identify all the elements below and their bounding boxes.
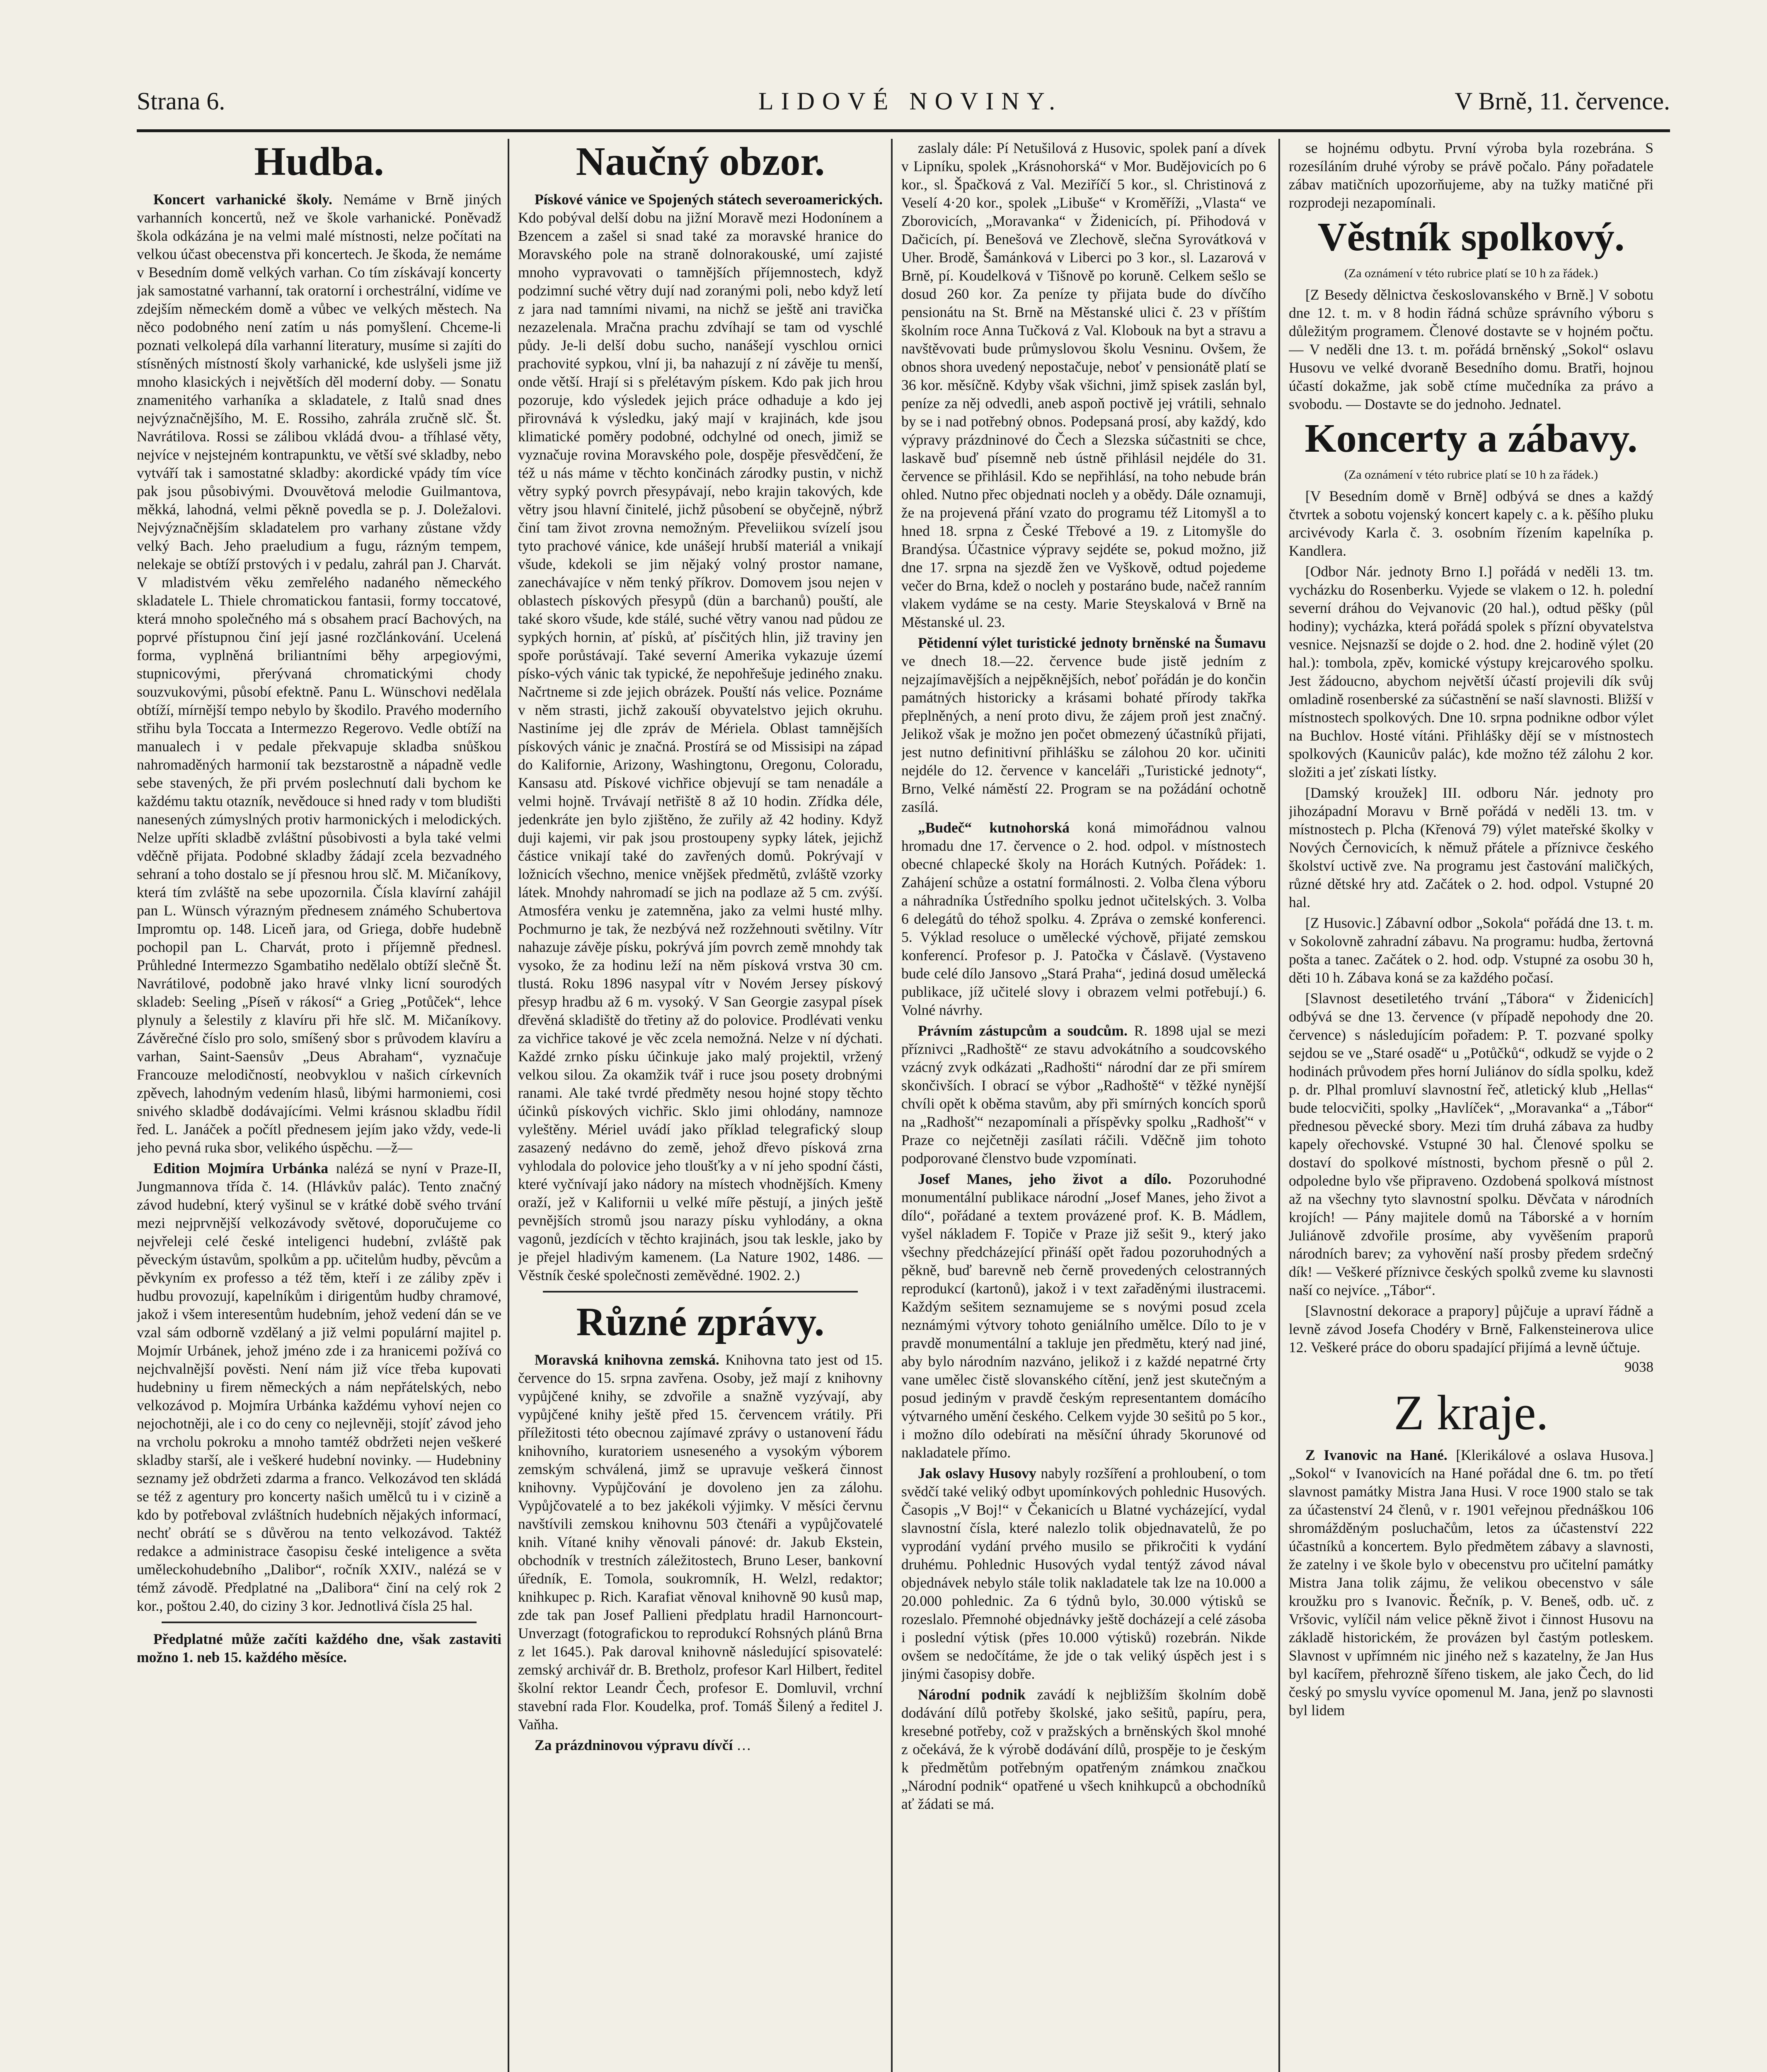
subscription-note-text: Předplatné může začíti každého dne, však zastaviti možno 1. neb 15. každého měsíce.	[137, 1631, 501, 1665]
column-divider	[1278, 139, 1280, 2072]
section-title-koncerty: Koncerty a zábavy.	[1305, 416, 1638, 461]
article-title-piskove-vanice: Pískové vánice ve Spojených státech severoamerických.	[535, 191, 883, 208]
notice-tabor: [Slavnost desetiletého trvání „Tábora“ v Židenicích] odbývá se dne 13. července (v případě nepohody dne 20. července) s následujícím pořadem: P. T. pozvané spolky sejdou se ve „Staré osadě“ u „Potůčků“, odkudž se vyjde o 2 hodinách průvodem přes horní Juliánov do sídla spolku, kdež p. dr. Plhal promluví slavnostní řeč, atletický klub „Hellas“ bude telocvičiti, spolky „Havlíček“, „Moravanka“ a „Tábor“ přednesou pěvecké sbory. Mezi tím druhá zábava za hudby kapely ořechovské. Vstupné 30 hal. Členové spolku se dostaví do spolkové místnosti, bychom přesně o půl 2. odpoledne bylo vše připraveno. Ozdobená spolková místnost až na všechny tyto slavnostní spolku. Děvčata v národních krojích! — Pány majitele domů na Táborské a v horním Juliánově zdvořile prosíme, aby vyvěšením praporů národních barev; za vyhovění naší prosby předem srdečný dík! — Veškeré příznivce českých spolků zveme ku slavnosti naší co nejvíce. „Tábor“.	[1289, 990, 1653, 1298]
article-title-vylet: Pětidenní výlet turistické jednoty brněnské na Šumavu	[918, 634, 1266, 651]
notice-dekorace: [Slavnostní dekorace a prapory] půjčuje a upraví řádně a levně závod Josefa Chodéry v Brně, Falkensteinerova ulice 12. Veškeré práce do oboru spadající přijímá a levně účtuje.	[1289, 1302, 1653, 1356]
article-text-prazdniny: zaslaly dále: Pí Netušilová z Husovic, spolek paní a dívek v Lipníku, spolek „Krásnohorská“ v Mor. Budějovicích po 6 kor., sl. Špačková z Val. Meziříčí 5 kor., sl. Christinová z Veselí 4·20 kor., spolek „Libuše“ v Kroměříži, „Vlasta“ ve Zborovicích, „Moravanka“ v Židenicích, pí. Přihodová v Dačicích, pí. Benešová ve Zlechově, slečna Syrovátková v Uher. Brodě, Šamánková v Liberci po 3 kor., sl. Lazarová v Brně, pí. Koudelková v Tišnově po koruně. Celkem sešlo se dosud 260 kor. Za peníze ty přijata bude do dívčího pensionátu na St. Brně na Městanské ulici č. 23 v příštím školním roce Anna Tučková z Val. Klobouk na byt a stravu a navštěvovati bude průmyslovou školu Vesninu. Ovšem, že obnos shora uvedený nepostačuje, neboť v pensionátě platí se 36 kor. měsíčně. Kdyby však všichni, jimž spisek zaslán byl, peníze za něj odvedli, aneb aspoň poctivě jej vrátili, sehnalo by se i nad potřebný obnos. Podepsaná prosí, aby každý, kdo výpravy prázdninové do Čech a Slezska súčastniti se chce, laskavě buď písemně neb ústně přihlásil nejdéle do 31. července se přihlásil. Kdo se nepřihlásí, na toho nebude brán ohled. Nutno přec objednati nocleh y a obědy. Dále oznamuji, že na projevená přání vzato do programu též Litomyšl a to hned 18. srpna z České Třebové a 19. z Litomyšle do Brandýsa. Účastnice výpravy sejdéte se, pokud možno, již dne 17. srpna na sjezdě žen ve Vyškově, odtud pojedeme večer do Brna, kdež o nocleh y postaráno bude, načež ranním vlakem vydáme se na cesty. Marie Steyskalová v Brně na Městanské ul. 23.	[901, 140, 1266, 630]
article-text-knihovna: Knihovna tato jest od 15. července do 15. srpna zavřena. Osoby, jež mají z knihovny vypůjčené knihy, se zdvořile a snažně vyzývají, aby vypůjčené knihy ještě před 15. červencem vrátily. Při příležitosti této obecnou zajímavé zprávy o ustanovení řádu knihovního, kuratoriem usneseného a vysokým výborem zemským schválená, jimž se upravuje veškerá činnost knihovny. Vypůjčování je dovoleno jen za zálohu. Vypůjčovatelé a to bez jakékoli výjimky. V měsíci červnu navštívili zemskou knihovnu 503 čtenáři a vypůjčovatelé knih. Vítané knihy věnovali pánové: dr. Jakub Ekstein, obchodník v trestních záležitostech, Bruno Leser, bankovní úředník, E. Tomola, soukromník, H. Welzl, redaktor; knihkupec p. Rich. Karafiat věnoval knihovně 90 kusů map, zde tak pan Josef Pallieni předplatu hradil Harnoncourt-Unverzagt (fotografickou to reprodukcí Rohsných plánů Brna z let 1645.). Pak daroval knihovně následující spisovatelé: zemský archivář dr. B. Bretholz, profesor Karl Hilbert, ředitel školní rektor Leandr Čech, profesor E. Domluvil, vrchní stavební rada Flor. Koudelka, prof. Tomáš Šilený a ředitel J. Vaňha.	[518, 1351, 883, 1733]
article-vylet	[901, 634, 1266, 816]
article-ivanovice	[1289, 1446, 1653, 1719]
article-text-odbyt: se hojnému odbytu. První výroba byla rozebrána. S rozesíláním druhé výroby se právě počalo. Pány pořadatele zábav matičních upozorňujeme, aby na tužky matičné při rozprodeji nezapomínali.	[1289, 140, 1653, 211]
column-2	[518, 139, 883, 2072]
article-title-prazdniny: Za prázdninovou výpravu dívčí	[535, 1737, 733, 1753]
masthead	[137, 83, 1670, 124]
article-pravni	[901, 1021, 1266, 1167]
article-text-koncert: Nemáme v Brně jiných varhanních koncertů, než ve škole varhanické. Poněvadž škola odkázána je na velmi malé místnosti, nelze počítati na velkou účast obecenstva při koncertech. Je škoda, že nemáme v Besedním domě velkých varhan. Co tím získávají koncerty jak samostatné varhanní, tak oratorní i orchestrální, vidíme ve zdejším německém domě a vůbec ve velkých městech. Na něco podobného není zatím u nás pomyšlení. Chceme-li poznati velkolepá díla varhanní literatury, musíme si zajíti do stísněných místností školy varhanické, kde uslyšeli jsme již mnoho klasických i největších děl moderní doby. — Sonatu znamenitého varhaníka a skladatele, z Italů snad dnes nejvýznačnějšího, M. E. Rossiho, zahrála zručně slč. Št. Navrátilova. Rossi se zálibou vkládá dvou- a tříhlasé věty, nejvíce v nejstejném kontrapunktu, ve větší své skladby, nebo vytváří tak i samostatné skladby: akordické vpády tím více pak jsou působivými. Dvouvětová melodie Guilmantova, měkká, lahodná, velmi pěkně povedla se p. J. Doležalovi. Nejvýznačnějším skladatelem pro varhany zůstane vždy velký Bach. Jeho praeludium a fugu, rázným tempem, nelekaje se obtíží prstových i v pedalu, zahrál pan J. Charvát. V mladistvém věku zemřelého nadaného německého skladatele L. Thiele chromatickou fantasii, formy toccatové, která mnoho společného má s obsahem prací Bachových, na poprvé přístupnou činí její jasné rozčlánkování. Ucelená forma, vyplněná briliantními běhy arpegiovými, stupnicovými, přerývaná chromatickými chody souzvukovými, působí efektně. Panu L. Wünschovi nedělala obtíží, mírnější tempo nebylo by škodilo. Pravého moderního střihu byla Toccata a Intermezzo Regerovo. Vedle obtíží na manualech i v pedale překvapuje skladba snůškou nahromaděných harmonií tak bezstarostně a nápadně vedle sebe stavených, že při prvém poslechnutí dali bychom ke každému taktu otazník, nevědouce si hned rady v tom bludišti nanesených zúmyslných protiv harmonických i melodických. Nelze upříti skladbě zvláštní působivosti a byla také velmi vděčně přijata. Podobné skladby žádají zcela bezvadného sehraní a toho dostalo se jí přesnou hrou slč. M. Mičaníkovy, která tím zvláště na sebe upozornila. Čísla klavírní zahájil pan L. Wünsch výrazným přednesem známého Schubertova Impromtu op. 148. Liceň jara, od Griega, dobře hudebně pochopil pan L. Charvát, proto i příjemně přednesl. Průhledné Intermezzo Sgambatiho nedělalo obtíží slečně Št. Navrátilové, podobně jako hravé vlnky licní sourodých skladeb: Seeling „Píseň v rákosí“ a Grieg „Potůček“, lehce plynuly a šelestily z klavíru při hře slč. M. Mičaníkovy. Závěrečné číslo pro solo, smíšený sbor s průvodem klavíru a varhan, Saint-Saensův „Deus Abraham“, vyznačuje Francouze melodičností, neobvyklou v našich církevních zpěvech, lahodným vedením hlasů, libými harmoniemi, cosi snivého skladbě dodávajícími. Velmi krásnou skladbu řídil řed. L. Janáček a počítl přednesem jejím jako vždy, vede-li jeho pevná ruka sbor, velikého úspěchu. —ž—	[137, 191, 501, 1156]
masthead-rule	[137, 129, 1670, 132]
column-4	[1289, 139, 1653, 2072]
article-title-ivanovice: Z Ivanovic na Hané.	[1305, 1447, 1447, 1463]
article-text-podnik: zavádí k nejbližším školním době dodávání dílů potřeby školské, jako sešitů, papíru, pera, kresebné potřeby, což v pražských a brněnských škol mnohé z očekává, že k výrobě dodávání dílů, prospěje to je českým k předmětům potřebným opatřeným známkou značkou „Národní podnik“ opatřené u všech knihkupců a obchodníků ať žádati se má.	[901, 1686, 1266, 1812]
article-text-pravni: R. 1898 ujal se mezi příznivci „Radhoště“ ze stavu advokátního a soudcovského vzácný zvyk odkázati „Radhošti“ národní dar ze při smírem skončivších. I obrací se výbor „Radhoště“ v těžké nynější chvíli opět k oběma stavům, aby při smírných koncích sporů na „Radhošť“ nezapomínali a příspěvky spolku „Radhošť“ v Praze co nejčetněji zasílati ráčili. Vděčně jim tohoto podporované členstvo bude vzpomínati.	[901, 1022, 1266, 1167]
section-title-vestnik: Věstník spolkový.	[1317, 215, 1625, 259]
notice-husovice: [Z Husovic.] Zábavní odbor „Sokola“ pořádá dne 13. t. m. v Sokolovně zahradní zábavu. Na programu: hudba, žertovná pošta a tanec. Začátek o 2. hod. odp. Vstupné za osobu 30 h, děti 10 h. Zábava koná se za každého počasí.	[1289, 915, 1653, 986]
article-text-edition: nalézá se nyní v Praze-II, Jungmannova třída č. 14. (Hlávkův palác). Tento značný závod hudební, který vyšinul se v krátké době svého trvání mezi nejprvnější velkozávody světové, doporučujeme co nejvřeleji celé české inteligenci hudební, zvláště pak pěveckým ústavům, spolkům a pp. učitelům hudby, pěvcům a pěvkyním ex professo a též těm, kteří i ze záliby zpěv i hudbu provozují, kapelníkům i dirigentům hudby chramové, jakož i všem interesentům hudebním, jehož vedení dán se ve vzal sám odborně vzdělaný a již velmi populární majitel p. Mojmír Urbánek, jehož jméno zde i za hranicemi požívá co nejchvalnější pověsti. Není nám již více třeba kupovati hudebniny u firem německých a nám nepřátelských, nebo velkozávod p. Mojmíra Urbánka každému vyhoví nejen co nejochotněji, ale i co do ceny co nejlevněji, stojíť závod jeho na vrcholu pokroku a mnoho tamtéž obdržeti nejen veškeré skladby starší, ale i veškeré hudební novinky. — Hudebniny seznamy jež obdržeti zdarma a franco. Velkozávod ten skládá se též z agentury pro koncerty našich umělců tu i v cizině a kdo by potřeboval zvláštních hudebních nějakých informací, nechť obrátí se s důvěrou na tento velkozávod. Taktéž redakce a administrace časopisu české inteligence a světa uměleckohudebního „Dalibor“, ročník XXIV., nalézá se v témž závodě. Předplatné na „Dalibora“ činí na celý rok 2 kor., poštou 2.40, do ciziny 3 kor. Jednotlivá čísla 25 hal.	[137, 1160, 501, 1614]
notice-damsky-krouzek: [Damský kroužek] III. odboru Nár. jednoty pro jihozápadní Moravu v Brně pořádá v neděli 13. tm. v místnostech p. Plcha (Křenová 79) výlet mateřské školky v Nových Černovicích, k němuž přátele a příznivce českého školství uctivě zve. Na programu jest častování maličkých, různé dětské hry atd. Začátek o 2. hod. odpol. Vstupné 20 hal.	[1289, 784, 1653, 910]
article-title-podnik: Národní podnik	[918, 1686, 1026, 1703]
article-title-pravni: Právním zástupcům a soudcům.	[918, 1022, 1128, 1039]
article-edition	[137, 1159, 501, 1615]
notice-odbor-brno: [Odbor Nár. jednoty Brno I.] pořádá v neděli 13. tm. vycházku do Rosenberku. Vyjede se vlakem o 12. h. polední severní dráhou do Vejvanovic (20 hal.), odtud pěšky (půl hodiny); vycházka, která pořádá spolek s přízní obyvatelstva vesnice. Nejsnazší se dojde o 2. hod. dne 2. hodině výlet (20 hal.): tombola, zpěv, komické výstupy krejcarového spolku. Jest žádoucno, abychom největší účastí projevili dík svůj omladině rosenberské za súčastnění se naší slavnosti. Bližší v místnostech spolkových. Dne 10. srpna podnikne odbor výlet na Buchlov. Hosté vítáni. Přihlášky dějí se v místnostech spolkových (Kaunicův palác), kde možno též zálohu 2 kor. složiti a jeť získati lístky.	[1289, 563, 1653, 780]
article-koncert	[137, 190, 501, 1157]
article-text-oslavy: nabyly rozšíření a prohloubení, o tom svědčí také veliký odbyt upomínkových pohlednic Husových. Časopis „V Boj!“ v Čekanicích u Blatné vycházející, vydal slavnostní čísla, které nalezlo tolik objednavatelů, že po vyprodání vydání prvého musilo se přikročiti k vydání druhému. Pohlednic Husových vydal tentýž závod nával objednávek nebylo stále tolik nakladatele tak lze na 10.000 a 20.000 pohlednic. Za 6 týdnů bylo, 30.000 výtisků se rozeslalo. Přemnohé objednávky ještě docházejí a celé zásoba i poslední výtisk (přes 10.000 výtisků) rozebrán. Nikde ovšem se nedočítáme, že jde o tak veliký úspěch jest i s jinými časopisy dobře.	[901, 1465, 1266, 1682]
rate-note-koncerty: (Za oznámení v této rubrice platí se 10 h za řádek.)	[1344, 468, 1598, 482]
article-title-knihovna: Moravská knihovna zemská.	[535, 1351, 719, 1368]
issue-date: V Brně, 11. července.	[1455, 87, 1670, 115]
article-text-prazdniny-start: …	[736, 1737, 751, 1753]
column-divider	[891, 139, 893, 2072]
article-text-piskove-vanice: Kdo pobýval delší dobu na jižní Moravě mezi Hodonínem a Bzencem a zašel si snad také za moravské hranice do Moravského pole na straně dolnorakouské, umí zajisté mnoho vypravovati o tamnějších příjemnostech, když podzimní suché větry dují nad zoranými poli, nebo když letí z jara nad tamními nivami, na nichž se ještě ani travička nezazelenala. Mračna prachu zdvíhají se tam od vyschlé půdy. Je-li delší dobu sucho, nanášejí vyschlou ornici prachovité sypkou, vlní ji, ba nahazují z ní závěje tu menší, onde větší. Hrají si s přelétavým pískem. Kdo pak jich hrou pozoruje, kdo výsledek jejich práce odhaduje a kdo jej přirovnává k výsledku, jaký mají v krajinách, kde jsou klimatické poměry podobné, odchylné od onech, jimiž se vyznačuje rovina Moravského pole, dospěje přesvědčení, že též u nás máme v těchto končinách zárodky pustin, v nichž větry sypký povrch přesypávají, nebo krajin takových, kde větry jsou hlavní činitelé, jichž působení se obyčejně, nýbrž činí tam život zrovna nemožným. Převeliikou svízelí jsou tyto prachové vánice, kde unášejí hrubší materiál a vnikají všude, kdekoli se jim nějaký volný prostor namane, zanechávajíce v něm tenký příkrov. Domovem jsou nejen v oblastech pískových přesypů (dün a barchanů) pouští, ale také skoro všude, kde stálé, suché větry vanou nad půdou ze sypkých hornin, ať písků, ať písčitých hlin, již traviny jen spoře porůstávají. Také severní Amerika vykazuje území písko-vých vánic tak typické, že nepohřešuje jediného znaku. Načrtneme si zde jejich obrázek. Pouští nás velice. Poznáme v něm strasti, jichž zakouší obyvatelstvo jejich okruhu. Nastiníme jej dle zpráv de Mériela. Oblast tamnějších pískových vánic je značná. Prostírá se od Missisipi na západ do Kalifornie, Arizony, Washingtonu, Oregonu, Coloradu, Kansasu atd. Pískové vichřice objevují se tam nenadále a velmi hojně. Trvávají netřiště 8 až 10 hodin. Zřídka déle, jedenkráte jen bylo zjištěno, že zuřily až 42 hodiny. Když duji kajemi, vir pak jsou prostoupeny sypky látek, jejichž částice vnikají také do zavřených domů. Pokrývají v ložnicích všechno, menice vnějšek předmětů, zvláště vzorky látek. Mnohdy nahromadí se jich na podlaze až 5 cm. zvýší. Atmosféra venku je zatemněna, jako za velmi husté mlhy. Pochmurno je tak, že nezbývá než rozžehnouti světilny. Vítr nahazuje závěje písku, pokrývá jím povrch země mnohdy tak vysoko, že za hodinu leží na něm písková vrstva 30 cm. tlustá. Roku 1896 nasypal vítr v Novém Jersey pískový přesyp hradbu až 6 m. vysoký. V San Georgie zasypal písek dřevěná skladiště do třetiny až do polovice. Prodlévati venku za vichřice takové je věc zcela nemožná. Nelze v ní dýchati. Každé zrnko písku účinkuje jako malý projektil, vržený velkou silou. Za okamžik tvář i ruce jsou posety drobnými ranami. Ale také tvrdé předměty nesou hojné stopy těchto účinků pískových vichřic. Sklo jimi ohlodány, namnoze vyleštěny. Mériel uvádí jako příklad telegrafický sloup zasazený nedávno do země, jehož dřevo písková zrna vyhlodala do polovice jeho tloušťky a v ní jeho spodní části, které vyčnívají jako nádory na místech vhodnějších. Kmeny oraží, jež v Kalifornii u velké míře pěstují, a jiných ještě pevnějších stromů jsou narazy písku vyhlodány, a okna vagonů, jezdících v těchto krajinách, jsou tak leskle, jako by je přejel hladivým kamenem. (La Nature 1902, 1486. — Věstník české společnosti zeměvědné. 1902. 2.)	[518, 209, 883, 1283]
subscription-note	[137, 1630, 501, 1666]
article-title-manes: Josef Manes, jeho život a dílo.	[918, 1171, 1172, 1187]
article-title-edition: Edition Mojmíra Urbánka	[153, 1160, 329, 1176]
divider	[543, 1291, 858, 1293]
article-title-budec: „Budeč“ kutnohorská	[918, 819, 1070, 836]
article-manes	[901, 1170, 1266, 1462]
article-beseda	[1289, 286, 1653, 413]
article-text-beseda: [Z Besedy dělnictva českoslovanského v Brně.] V sobotu dne 12. t. m. v 8 hodin řádná schůze správního výboru s důležitým programem. Členové dostavte se v hojném počtu. — V neděli dne 13. t. m. pořádá brněnský „Sokol“ oslavu Husovu ve velké dvoraně Besedního domu. Bratři, hojnou účastí dokažme, jak sobě ctíme mučedníka za právo a svobodu. — Dostavte se do jednoho. Jednatel.	[1289, 286, 1653, 412]
newspaper-title: LIDOVÉ NOVINY.	[758, 87, 1063, 115]
page-number: Strana 6.	[137, 87, 225, 115]
article-podnik	[901, 1685, 1266, 1813]
ad-number: 9038	[1624, 1359, 1653, 1375]
article-piskove-vanice	[518, 190, 883, 1284]
article-odbyt	[1289, 139, 1653, 212]
article-oslavy	[901, 1464, 1266, 1683]
article-text-budec: koná mimořádnou valnou hromadu dne 17. července o 2. hod. odpol. v místnostech obecné chlapecké školy na Horách Kutných. Pořádek: 1. Zahájení schůze a ostatní formálnosti. 2. Volba člena výboru a náhradníka Ústředního spolku jednot učitelských. 3. Volba 6 delegátů do téhož spolku. 4. Zpráva o zemské konferenci. 5. Výklad resoluce o umělecké výchově, přijaté zemskou konferencí. Profesor p. J. Patočka v Čáslavě. (Vystaveno bude celé dílo Jansovo „Stará Praha“, jediná dosud umělecká publikace, jíž učitelé slovy i obrazem velmi potřebují.) 6. Volné návrhy.	[901, 819, 1266, 1018]
divider	[162, 1622, 477, 1623]
rate-note-vestnik: (Za oznámení v této rubrice platí se 10 h za řádek.)	[1344, 266, 1598, 280]
section-title-z-kraje: Z kraje.	[1394, 1385, 1549, 1440]
column-3	[901, 139, 1266, 2072]
article-prazdniny-cont	[901, 139, 1266, 631]
article-text-ivanovice: [Klerikálové a oslava Husova.] „Sokol“ v Ivanovicích na Hané pořádal dne 6. tm. po třetí slavnost památky Mistra Jana Husi. V roce 1900 stalo se tak za účastenství 24 členů, v r. 1901 veřejnou přednáškou 106 shromážděným posluchačům, letos za účastenství 222 účastníků a koncertem. Bylo předmětem zábavy a slavnosti, že zatelny i ve škole bylo v obecenstvu pro učitelní památky Mistra Jana tolik zájmu, že velikou obecenstvo v sále kroužku pro s Ivanovic. Řečník, p. V. Beneš, odb. uč. z Vršovic, vylíčil nám velice pěkně život i činnost Husovu na základě historickém, že provázen byl častým potleskem. Slavnost v upřímném nic jiného než s kazatelny, že Jan Hus byl kacířem, přehrozně šířeno tiskem, ale jako Čech, do lid český po smyslu vyvíce opomenul M. Jana, jenž po slavnosti byl lidem	[1289, 1447, 1653, 1719]
article-knihovna	[518, 1351, 883, 1733]
article-text-manes: Pozoruhodné monumentální publikace národní „Josef Manes, jeho život a dílo“, pořádané a textem provázené prof. K. B. Mádlem, vyšel nákladem F. Topiče v Praze již sešit 9., který jako všechny předcházející přináší opět řadou pozoruhodných a pěkně, buď barevně neb černě provedených celostranných reprodukcí (kartonů), jakož i v text zařaděnými ilustracemi. Každým sešitem seznamujeme se s novými posud zcela neznámými výtvory tohoto geniálního umělce. Dílo to je v pravdě monumentální a takluje jen předmětu, který nad jiné, aby bylo národním nazváno, jelikož i z každé nepatrné črty vane umělec čistě slovanského cítění, jenž jest skutečným a posud jediným v pravdě českým representantem domácího výtvarného umění českého. Celkem vyjde 30 sešitů po 5 kor., i možno dílo odebírati na měsíční úhrady 5korunové od nakladatele přímo.	[901, 1171, 1266, 1461]
article-title-koncert: Koncert varhanické školy.	[153, 191, 332, 208]
article-text-vylet: ve dnech 18.—22. července bude jistě jedním z nejzajímavějších a nejpěknějších, neboť pořádán je do končin památných historicky a krásami bohaté přírody takřka přeplněných, a není proto divu, že zájem proň jest značný. Jelikož však je možno jen počet obmezený účastníků přijati, jest nutno definitivní přihlášku se zálohou 20 kor. učiniti nejdéle do 12. července v kanceláři „Turistické jednoty“, Brno, Velké náměstí 22. Program se na požádání ochotně zasílá.	[901, 653, 1266, 815]
section-title-naucny-obzor: Naučný obzor.	[576, 139, 825, 184]
notice-besedni-dum: [V Besedním domě v Brně] odbývá se dnes a každý čtvrtek a sobotu vojenský koncert kapely c. a k. pěšího pluku arcivévody Karla č. 3. osobním řízením kapelníka p. Kandlera.	[1289, 488, 1653, 559]
section-title-hudba: Hudba.	[254, 139, 384, 184]
section-title-ruzne-zpravy: Různé zprávy.	[576, 1300, 825, 1344]
article-budec	[901, 818, 1266, 1019]
column-1	[137, 139, 501, 2072]
article-title-oslavy: Jak oslavy Husovy	[918, 1465, 1036, 1481]
article-prazdniny	[518, 1736, 883, 1754]
column-divider	[508, 139, 509, 2072]
